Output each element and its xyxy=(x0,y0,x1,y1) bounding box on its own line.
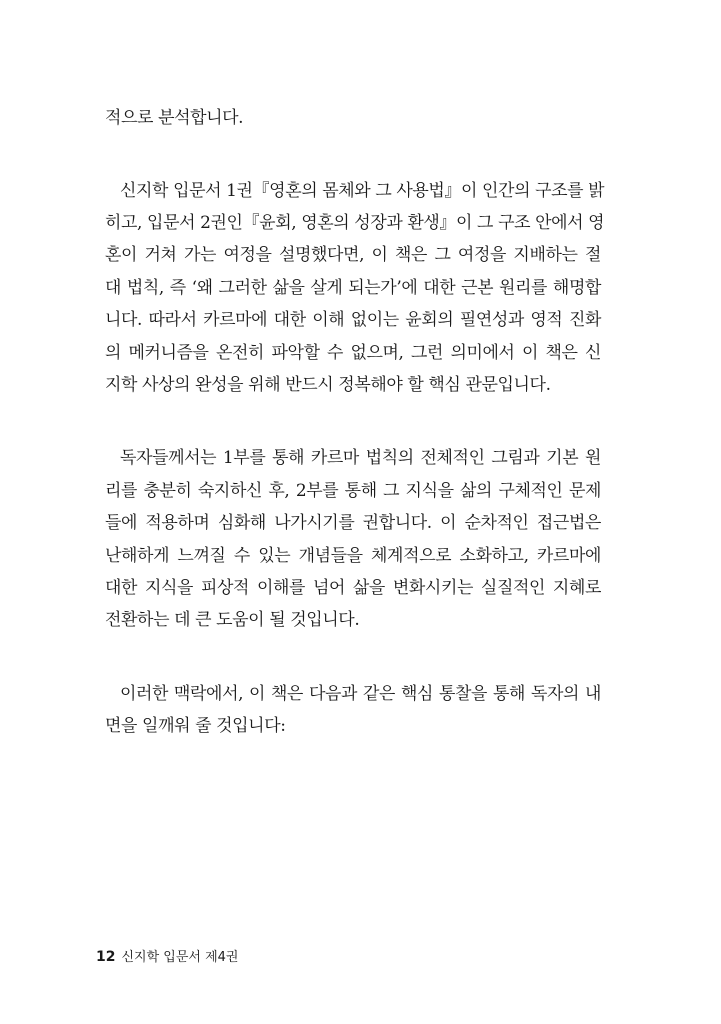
paragraph-3-line-4: 난해하게 느껴질 수 있는 개념들을 체계적으로 소화하고, 카르마에 xyxy=(105,546,601,566)
page-number: 12 xyxy=(96,949,116,965)
paragraph-3-line-3: 들에 적용하며 심화해 나가시기를 권합니다. 이 순차적인 접근법은 xyxy=(105,513,601,533)
paragraph-2-line-6: 의 메커니즘을 온전히 파악할 수 없으며, 그런 의미에서 이 책은 신 xyxy=(105,343,601,363)
paragraph-2-line-4: 대 법칙, 즉 ‘왜 그러한 삶을 살게 되는가’에 대한 근본 원리를 해명합 xyxy=(105,278,601,298)
paragraph-3-line-6: 전환하는 데 큰 도움이 될 것입니다. xyxy=(105,610,360,630)
paragraph-3-line-1: 독자들께서는 1부를 통해 카르마 법칙의 전체적인 그림과 기본 원 xyxy=(120,448,601,468)
paragraph-2-line-7: 지학 사상의 완성을 위해 반드시 정복해야 할 핵심 관문입니다. xyxy=(105,375,551,395)
paragraph-2-line-3: 혼이 거쳐 가는 여정을 설명했다면, 이 책은 그 여정을 지배하는 절 xyxy=(105,245,601,265)
paragraph-2-line-2: 히고, 입문서 2권인『윤회, 영혼의 성장과 환생』이 그 구조 안에서 영 xyxy=(105,213,605,233)
paragraph-3-line-2: 리를 충분히 숙지하신 후, 2부를 통해 그 지식을 삶의 구체적인 문제 xyxy=(105,481,601,501)
paragraph-2-line-5: 니다. 따라서 카르마에 대한 이해 없이는 윤회의 필연성과 영적 진화 xyxy=(105,310,601,330)
paragraph-4-line-2: 면을 일깨워 줄 것입니다: xyxy=(105,716,286,736)
paragraph-4-line-1: 이러한 맥락에서, 이 책은 다음과 같은 핵심 통찰을 통해 독자의 내 xyxy=(120,684,601,704)
paragraph-2-line-1: 신지학 입문서 1권『영혼의 몸체와 그 사용법』이 인간의 구조를 밝 xyxy=(120,181,605,201)
running-title: 신지학 입문서 제4권 xyxy=(121,950,239,965)
paragraph-3-line-5: 대한 지식을 피상적 이해를 넘어 삶을 변화시키는 실질적인 지혜로 xyxy=(105,578,601,598)
page-footer xyxy=(96,946,238,965)
paragraph-1-line-1: 적으로 분석합니다. xyxy=(105,108,244,128)
